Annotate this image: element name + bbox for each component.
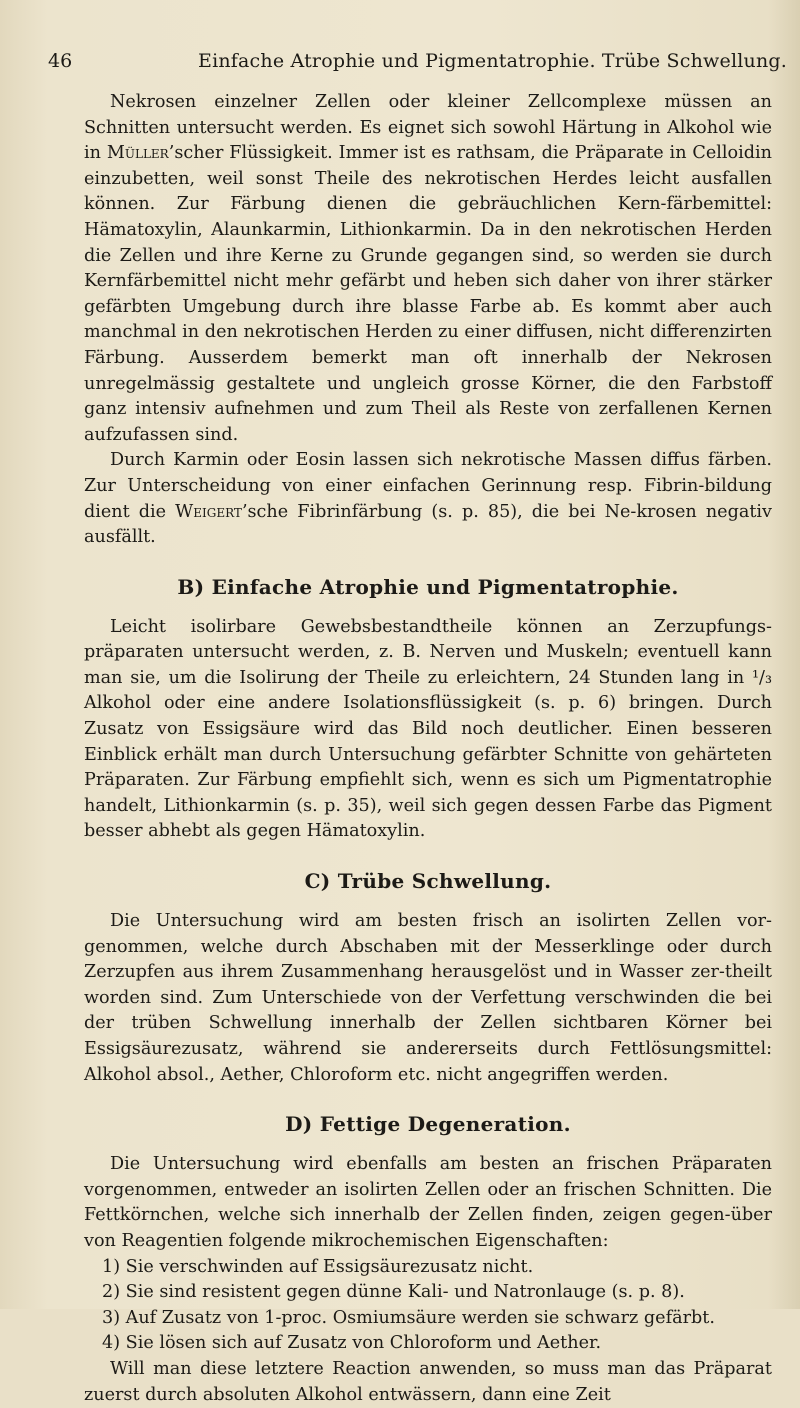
section-heading-fatty-degeneration: D) Fettige Degeneration. bbox=[285, 1112, 571, 1137]
author-name-weigert: Weigert bbox=[175, 501, 242, 522]
list-item: 3) Auf Zusatz von 1-proc. Osmiumsäure werden sie schwarz gefärbt. bbox=[102, 1307, 715, 1328]
text-body bbox=[84, 90, 772, 1408]
list-item: 2) Sie sind resistent gegen dünne Kali- und Natronlauge (s. p. 8). bbox=[102, 1282, 685, 1303]
paragraph-necrosis-sections: Nekrosen einzelner Zellen oder kleiner Zellcomplexe müssen an Schnitten untersucht werden. Es eignet sich sowohl Härtung in Alkohol wie in Müller’scher Flüssigkeit. Immer ist es rathsam, die Präparate in Celloidin einzubetten, weil sonst Theile des nekrotischen Herdes leicht ausfallen können. Zur Färbung dienen die gebräuchlichen Kern-färbemittel: Hämatoxylin, Alaunkarmin, Lithionkarmin. Da in den nekrotischen Herden die Zellen und ihre Kerne zu Grunde gegangen sind, so werden sie durch Kernfärbemittel nicht mehr gefärbt und heben sich daher von ihrer stärker gefärbten Umgebung durch ihre blasse Farbe ab. Es kommt aber auch manchmal in den nekrotischen Herden zu einer diffusen, nicht differenzirten Färbung. Ausserdem bemerkt man oft innerhalb der Nekrosen unregelmässig gestaltete und ungleich grosse Körner, die den Farbstoff ganz intensiv aufnehmen und zum Theil als Reste von zerfallenen Kernen aufzufassen sind. bbox=[84, 92, 772, 445]
running-title: Einfache Atrophie und Pigmentatrophie. Trübe Schwellung. bbox=[198, 50, 787, 72]
paragraph-cloudy-swelling: Die Untersuchung wird am besten frisch an isolirten Zellen vor-genommen, welche durch Abschaben mit der Messerklinge oder durch Zerzupfen aus ihrem Zusammenhang herausgelöst und in Wasser zer-theilt worden sind. Zum Unterschiede von der Verfettung verschwinden die bei der trüben Schwellung innerhalb der Zellen sichtbaren Körner bei Essigsäurezusatz, während sie andererseits durch Fettlösungsmittel: Alkohol absol., Aether, Chloroform etc. nicht angegriffen werden. bbox=[84, 911, 772, 1085]
list-item: 4) Sie lösen sich auf Zusatz von Chloroform und Aether. bbox=[102, 1333, 602, 1354]
section-heading-atrophy: B) Einfache Atrophie und Pigmentatrophie. bbox=[177, 574, 679, 599]
paragraph-fatty-degeneration-intro: Die Untersuchung wird ebenfalls am besten an frischen Präparaten vorgenommen, entweder an isolirten Zellen oder an frischen Schnitten. Die Fettkörnchen, welche sich innerhalb der Zellen finden, zeigen gegen-über von Reagentien folgende mikrochemischen Eigenschaften: bbox=[84, 1154, 772, 1251]
paragraph-necrosis-staining: Durch Karmin oder Eosin lassen sich nekrotische Massen diffus färben. Zur Unterscheidung von einer einfachen Gerinnung resp. Fibrin-bildung dient die Weigert’sche Fibrinfärbung (s. p. 85), die bei Ne-krosen negativ ausfällt. bbox=[84, 450, 772, 548]
list-item: 1) Sie verschwinden auf Essigsäurezusatz nicht. bbox=[102, 1256, 534, 1277]
paragraph-fatty-degeneration-closing: Will man diese letztere Reaction anwenden, so muss man das Präparat zuerst durch absoluten Alkohol entwässern, dann eine Zeit bbox=[84, 1358, 772, 1405]
section-heading-cloudy-swelling: C) Trübe Schwellung. bbox=[304, 869, 552, 894]
property-list bbox=[84, 1255, 772, 1357]
running-header bbox=[48, 46, 787, 76]
paragraph-atrophy: Leicht isolirbare Gewebsbestandtheile können an Zerzupfungs-präparaten untersucht werden, z. B. Nerven und Muskeln; eventuell kann man sie, um die Isolirung der Theile zu erleichtern, 24 Stunden lang in ¹/₃ Alkohol oder eine andere Isolationsflüssigkeit (s. p. 6) bringen. Durch Zusatz von Essigsäure wird das Bild noch deutlicher. Einen besseren Einblick erhält man durch Untersuchung gefärbter Schnitte von gehärteten Präparaten. Zur Färbung empfiehlt sich, wenn es sich um Pigmentatrophie handelt, Lithionkarmin (s. p. 35), weil sich gegen dessen Farbe das Pigment besser abhebt als gegen Hämatoxylin. bbox=[84, 616, 772, 842]
author-name-mueller: Müller bbox=[106, 143, 169, 164]
page-number: 46 bbox=[48, 50, 73, 72]
